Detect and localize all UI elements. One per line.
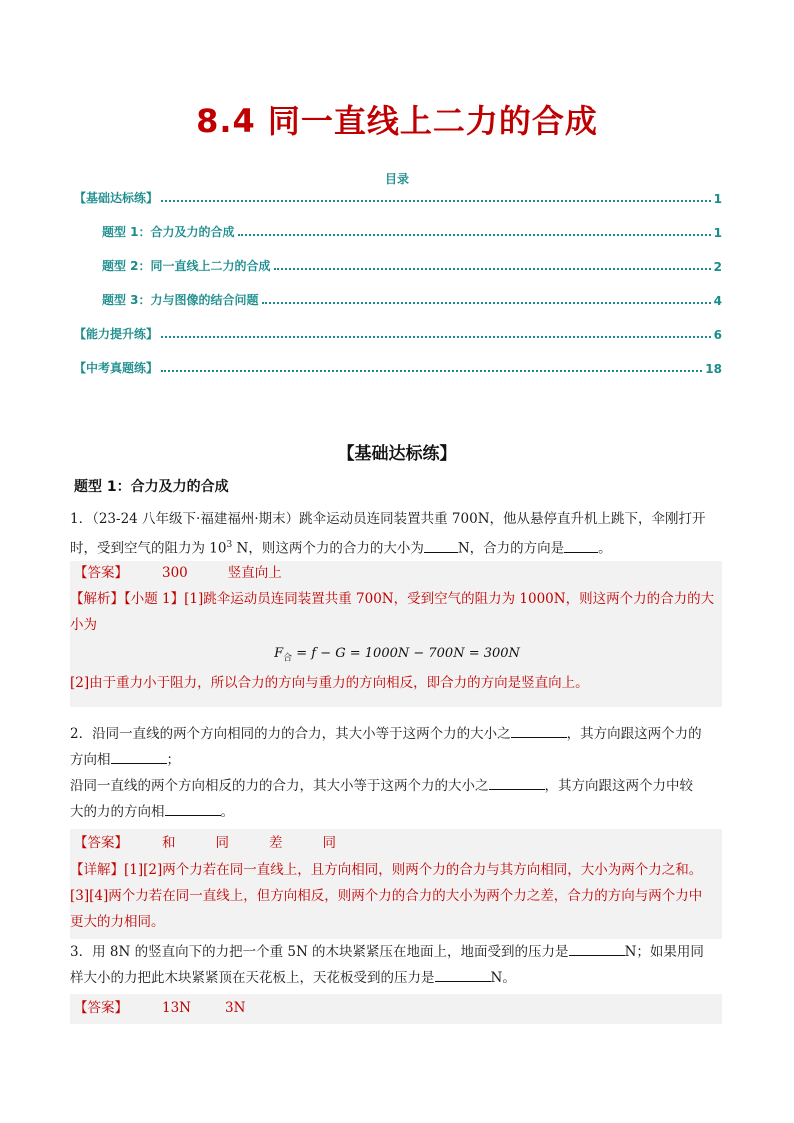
- toc-item-page: 4: [713, 294, 722, 308]
- toc-item-label: 题型 1：合力及力的合成: [102, 225, 235, 239]
- question-1-line-1: 1．（23-24 八年级下·福建福州·期末）跳伞运动员连同装置共重 700N，他从悬停直升机上跳下，伞刚打开: [70, 511, 706, 527]
- answer-blank[interactable]: [435, 966, 491, 982]
- answer-blank[interactable]: [165, 800, 221, 816]
- question-2-answer: 【答案】 和 同 差 同: [74, 835, 336, 851]
- toc-item-page: 6: [713, 328, 722, 342]
- toc-leader: [238, 233, 711, 236]
- question-2-stem: 2．沿同一直线的两个方向相同的力的合力，其大小等于这两个力的大小之 ，其方向跟这两个力的 方向相 ； 沿同一直线的两个方向相反的力的合力，其大小等于这两个力的大小之 ，其方向跟这两个力中较 大的力的方向相 。: [70, 721, 722, 825]
- toc-item-page: 2: [713, 260, 722, 274]
- toc-leader: [161, 199, 711, 202]
- answer-blank[interactable]: [569, 940, 625, 956]
- toc-item-exam-practice[interactable]: [74, 356, 722, 376]
- answer-blank[interactable]: [111, 748, 167, 764]
- page-title: 8.4 同一直线上二力的合成: [196, 102, 598, 140]
- toc-leader: [274, 267, 711, 270]
- answer-blank[interactable]: [424, 537, 458, 553]
- toc-item-type-1[interactable]: [102, 220, 722, 240]
- toc-leader: [262, 301, 711, 304]
- answer-blank[interactable]: [489, 774, 545, 790]
- question-1-line-2: 时，受到空气的阻力为 $10^3$ N，则这两个力的合力的大小为 N，合力的方向是 。: [70, 532, 722, 562]
- question-2-detail: 【详解】[1][2]两个力若在同一直线上，且方向相同，则两个力的合力与其方向相同，大小为两个力之和。 [3][4]两个力若在同一直线上，但方向相反，则两个力的合力的大小为两个力之差，合力的方向与两个力中 更大的力相同。: [70, 862, 703, 930]
- toc-heading: 目录: [384, 172, 409, 186]
- toc-item-type-3[interactable]: [102, 288, 722, 308]
- section-heading: 【基础达标练】: [337, 444, 457, 464]
- question-3-answer: 【答案】 13N 3N: [74, 1000, 246, 1016]
- toc-item-ability-practice[interactable]: [74, 322, 722, 342]
- question-1-analysis: 【解析】【小题 1】[1]跳伞运动员连同装置共重 700N，受到空气的阻力为 1000N，则这两个力的合力的大 小为: [70, 591, 715, 633]
- toc-item-page: 1: [713, 226, 722, 240]
- toc-item-label: 题型 3：力与图像的结合问题: [102, 293, 259, 307]
- question-1-stem: [70, 506, 722, 562]
- toc-item-type-2[interactable]: [102, 254, 722, 274]
- question-1-analysis-conclusion: [2]由于重力小于阻力，所以合力的方向与重力的方向相反，即合力的方向是竖直向上。: [70, 675, 589, 691]
- toc-item-page: 1: [713, 192, 722, 206]
- question-1-answer: 【答案】 300 竖直向上: [74, 565, 282, 581]
- toc-item-label: 【基础达标练】: [74, 191, 159, 205]
- toc-item-label: 【中考真题练】: [74, 361, 159, 375]
- answer-blank[interactable]: [564, 537, 598, 553]
- toc-item-label: 【能力提升练】: [74, 327, 159, 341]
- toc-item-page: 18: [705, 362, 722, 376]
- toc-leader: [161, 369, 702, 372]
- question-type-heading: 题型 1：合力及力的合成: [74, 479, 229, 495]
- toc-leader: [161, 335, 711, 338]
- question-1-formula: $F_合 = f - G = 1000N - 700N = 300N$: [274, 646, 520, 664]
- toc-item-basic-practice[interactable]: [74, 186, 722, 206]
- question-3-stem: 3．用 8N 的竖直向下的力把一个重 5N 的木块紧紧压在地面上，地面受到的压力是 N；如果用同 样大小的力把此木块紧紧顶在天花板上，天花板受到的压力是 N。: [70, 939, 722, 991]
- answer-blank[interactable]: [511, 722, 567, 738]
- toc-item-label: 题型 2：同一直线上二力的合成: [102, 259, 271, 273]
